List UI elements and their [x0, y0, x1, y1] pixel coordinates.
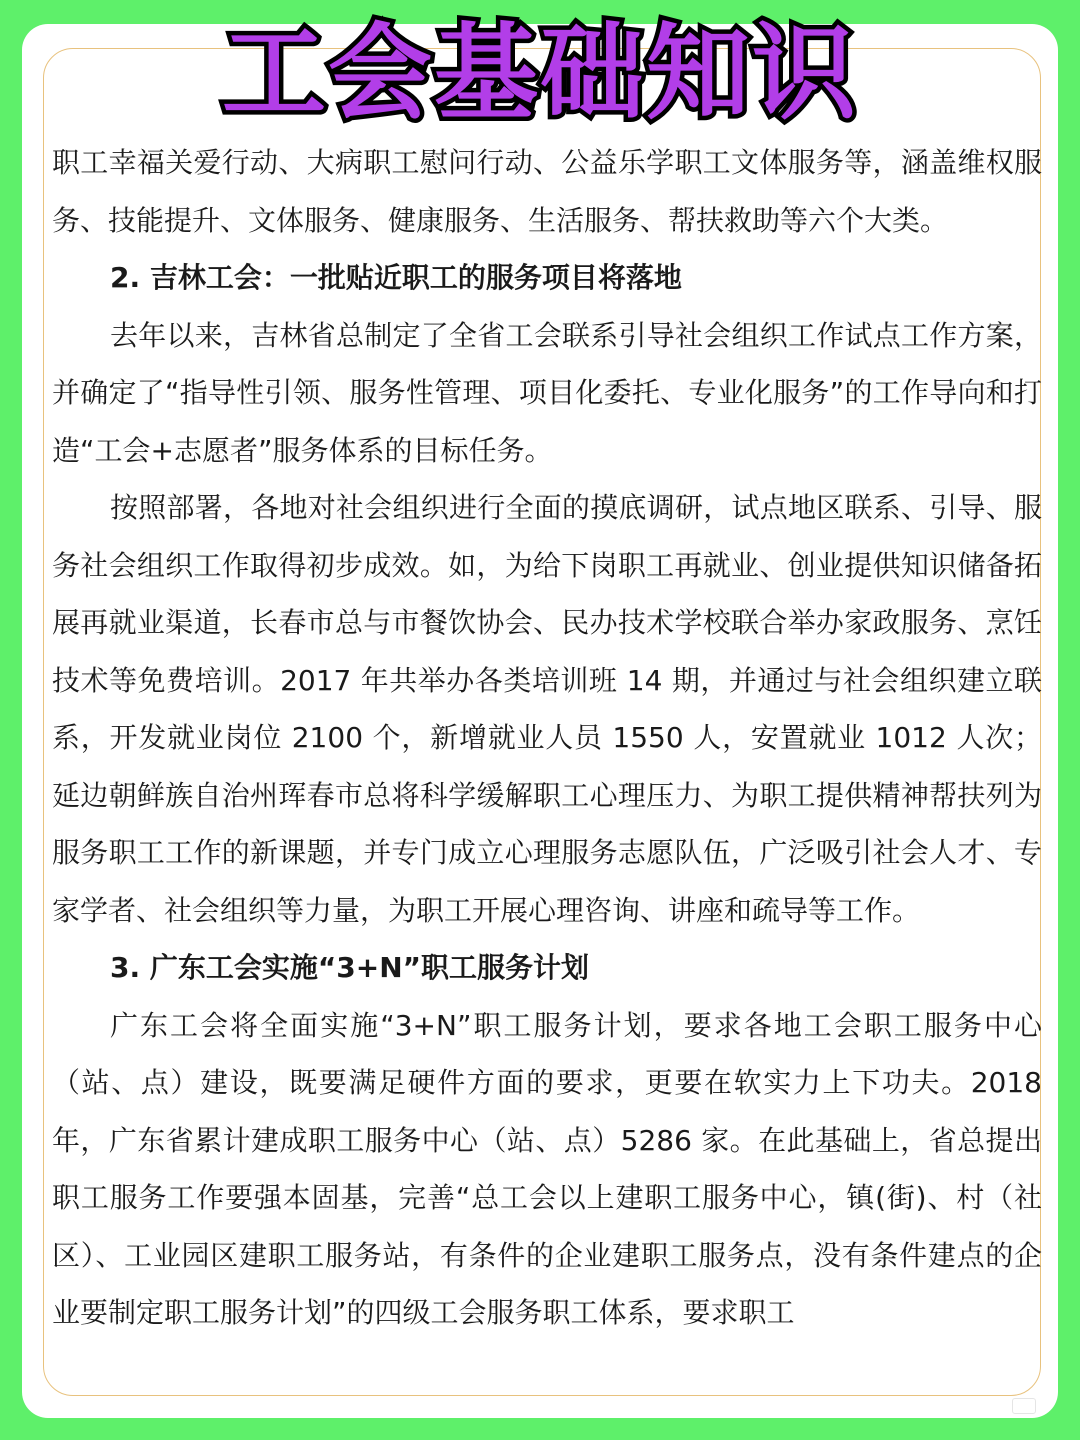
- title-banner: [0, 8, 1080, 138]
- article-body: [52, 134, 1042, 1342]
- body-paragraph: 广东工会将全面实施“3+N”职工服务计划，要求各地工会职工服务中心（站、点）建设，既要满足硬件方面的要求，更要在软实力上下功夫。2018 年，广东省累计建成职工服务中心（站、点）5286 家。在此基础上，省总提出职工服务工作要强本固基，完善“总工会以上建职工服务中心，镇(街)、村（社区）、工业园区建职工服务站，有条件的企业建职工服务点，没有条件建点的企业要制定职工服务计划”的四级工会服务职工体系，要求职工: [52, 1008, 1042, 1329]
- section-heading: 2. 吉林工会：一批贴近职工的服务项目将落地: [110, 261, 682, 294]
- watermark-icon: [1012, 1398, 1036, 1414]
- body-paragraph: 去年以来，吉林省总制定了全省工会联系引导社会组织工作试点工作方案，并确定了“指导性引领、服务性管理、项目化委托、专业化服务”的工作导向和打造“工会+志愿者”服务体系的目标任务。: [52, 318, 1042, 467]
- body-paragraph: 按照部署，各地对社会组织进行全面的摸底调研，试点地区联系、引导、服务社会组织工作取得初步成效。如，为给下岗职工再就业、创业提供知识储备拓展再就业渠道，长春市总与市餐饮协会、民办技术学校联合举办家政服务、烹饪技术等免费培训。2017 年共举办各类培训班 14 期，并通过与社会组织建立联系，开发就业岗位 2100 个，新增就业人员 1550 人，安置就业 1012 人次；延边朝鲜族自治州珲春市总将科学缓解职工心理压力、为职工提供精神帮扶列为服务职工工作的新课题，并专门成立心理服务志愿队伍，广泛吸引社会人才、专家学者、社会组织等力量，为职工开展心理咨询、讲座和疏导等工作。: [52, 491, 1042, 927]
- section-heading: 3. 广东工会实施“3+N”职工服务计划: [110, 951, 590, 984]
- page-title: 工会基础知识: [221, 12, 858, 134]
- body-paragraph: 职工幸福关爱行动、大病职工慰问行动、公益乐学职工文体服务等，涵盖维权服务、技能提升、文体服务、健康服务、生活服务、帮扶救助等六个大类。: [52, 146, 1042, 237]
